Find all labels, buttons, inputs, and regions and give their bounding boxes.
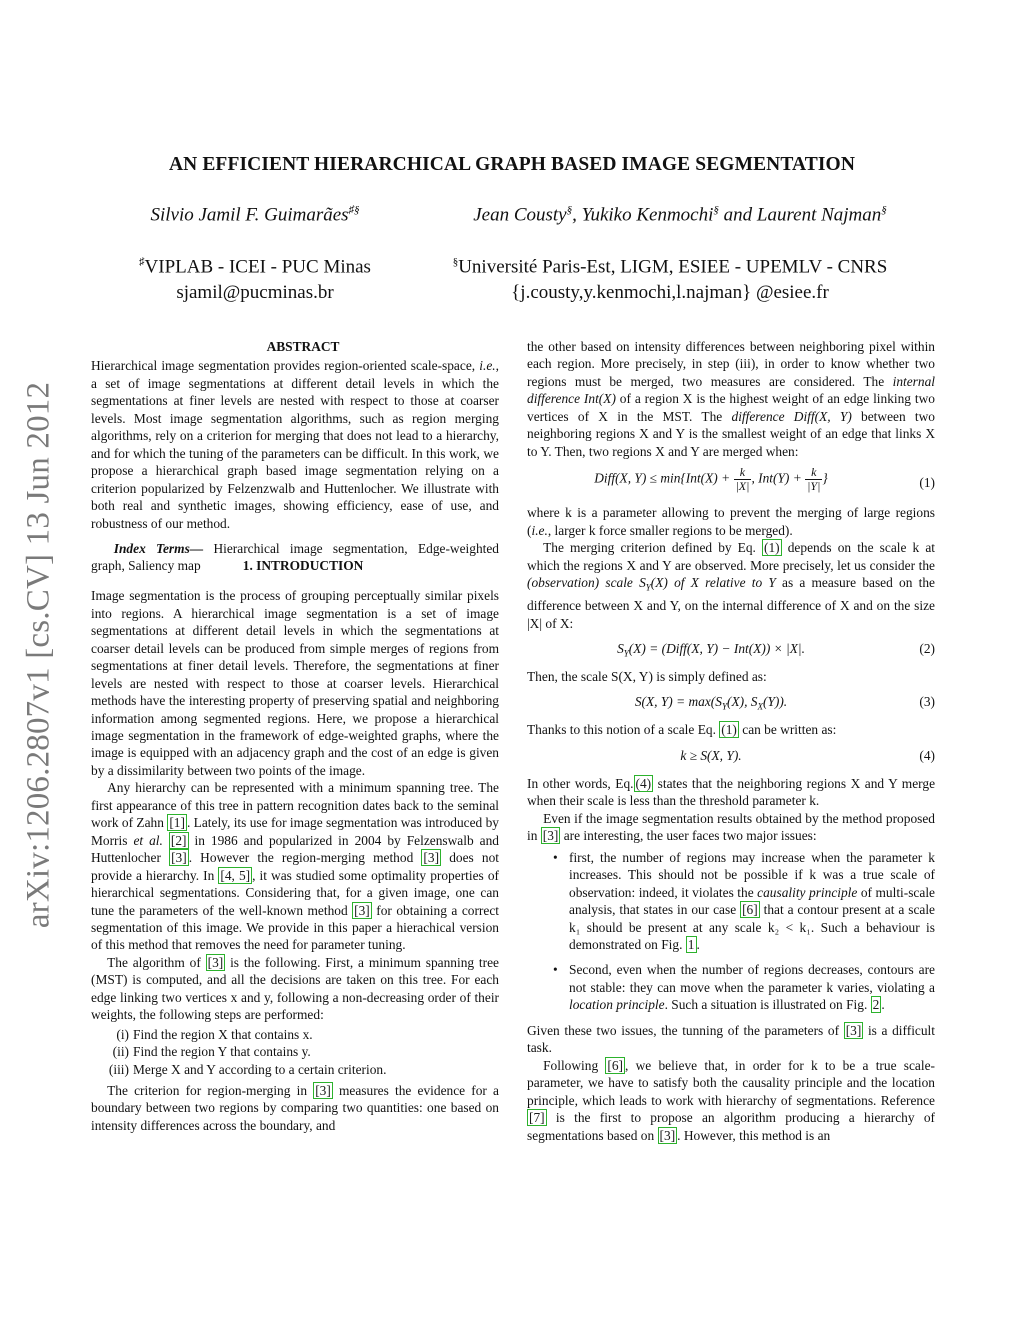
intro-heading: 1. INTRODUCTION [242,557,364,573]
right-p1: the other based on intensity differences between neighboring pixel within each region. More precisely, in step (iii), in order to know whether two regions must be merged, two measures are considered. The internal difference Int(X) of a region X is the highest weight of an edge linking two vertices of X in the MST. The difference Diff(X, Y) between two neighboring regions X and Y is the smallest weight of an edge that links X to Y. Then, two regions X and Y are merged when: [527,339,935,459]
email-right: {j.cousty,y.kenmochi,l.najman} @esiee.fr [511,282,829,304]
equation-2: $S_Y(X)$ = (Diff(X, Y) − Int(X)) × |X|. (2) [617,641,935,659]
intro-p1: Image segmentation is the process of grouping perceptually similar pixels into regions. A hierarchical image segmentation is a set of image segmentations at different detail levels in which the segmentations at coarser detail levels can be produced from simple merges of regions from segmentations at finer detail levels. Therefore, the segmentations at finer levels are nested with respect to those at coarser levels. Hierarchical methods have the interesting property of preserving spatial and neighboring information among segmented regions. Here, we propose a hierarchical image segmentation in the framework of edge-weighted graphs, where the image is equipped with an adjacency graph and the cost of an edge is given by a dissimilarity between two points of the image. [91,588,499,778]
ref-3[interactable]: [3] [354,902,370,918]
index-terms: Index Terms— Hierarchical image segmentation, Edge-weighted graph, Saliency map [91,540,499,574]
steps-list [91,1026,499,1078]
equation-4: k ≥ S(X, Y). (4) [680,747,935,763]
email-left: sjamil@pucminas.br [176,282,334,304]
ref-3[interactable]: [3] [207,954,224,970]
right-column [527,338,935,1144]
right-p4: Then, the scale S(X, Y) is simply defined as: [527,669,767,685]
intro-p4: The criterion for region-merging in [3] measures the evidence for a boundary between two regions by comparing two quantities: one based on intensity differences across the boundary, and [91,1083,500,1133]
issue-item: • first, the number of regions may increase when the parameter k increases. This should not be possible if k was a true scale of observation: indeed, it violates the causality principle of multi-scale analysis, that states in our case [6] that a contour present at a scale k₁ should be present at any scale k₂ < k₁. Such a behaviour is demonstrated on Fig. 1 . [527,849,935,954]
abstract-text: Hierarchical image segmentation provides region-oriented scale-space, i.e., a set of image segmentations at different detail levels in which the segmentations at finer levels are nested with respect to those at coarser levels. Most image segmentation algorithms, such as region merging algorithms, rely on a criterion for merging that does not lead to a hierarchy, and for which the tuning of the parameters can be difficult. In this work, we propose a hierarchical graph based image segmentation relying on a criterion popularized by Felzenzwalb and Huttenlocher. We illustrate with both real and synthetic images, showing efficiency, ease of use, and robustness of our method. [91,358,499,531]
left-column [91,338,499,1134]
abstract-heading: ABSTRACT [266,339,340,354]
right-p9: Following [6] , we believe that, in order for k to be a true scale-parameter, we have to satisfy both the causality principle and the location principle, which leads to work with hierarchy of segmentations. Reference [7] is the first to propose an algorithm producing a hierarchy of segmentations based on [3] . However, this method is an [527,1057,935,1143]
ref-eq4[interactable]: (4) [635,775,652,791]
paper-title: AN EFFICIENT HIERARCHICAL GRAPH BASED IMAGE SEGMENTATION [168,154,856,175]
ref-eq1[interactable]: (1) [721,722,737,738]
affiliation-right: §Université Paris-Est, LIGM, ESIEE - UPEMLV - CNRS {j.cousty,y.kenmochi,l.najman} @esiee.fr [420,249,920,306]
equation-number: (1) [919,475,935,491]
ref-6[interactable]: [6] [742,902,758,918]
step-item: (ii) Find the region Y that contains y. [112,1044,311,1060]
ref-eq1[interactable]: (1) [764,540,780,556]
ref-1[interactable]: [1] [169,815,185,831]
right-p5: Thanks to this notion of a scale Eq. (1) can be written as: [527,722,837,738]
equation-number: (4) [919,747,935,763]
equation-number: (2) [919,641,935,657]
equation-1: Diff(X, Y) ≤ min{Int(X) + $\frac{k}{|X|}$ , Int(Y) + $\frac{k}{|Y|}$ } (1) [594,465,935,494]
arxiv-stamp: arXiv:1206.2807v1 [cs.CV] 13 Jun 2012 [20,381,57,929]
ref-2[interactable]: [2] [170,832,187,848]
issue-item: • Second, even when the number of regions decreases, contours are not stable: they can move when the parameter k varies, violating a location principle. Such a situation is illustrated on Fig. 2 . [527,961,935,1013]
step-item: (iii) Merge X and Y according to a certain criterion. [108,1061,387,1077]
author-right: Jean Cousty§, Yukiko Kenmochi§ and Laurent Najman§ [473,204,887,226]
ref-3[interactable]: [3] [845,1022,862,1038]
right-p3: The merging criterion defined by Eq. (1) depends on the scale k at which the regions X and Y are observed. More precisely, let us consider the (observation) scale $S_Y(X)$ of X relative to Y as a measure based on the difference between X and Y, on the internal difference of X and on the size |X| of X: [527,540,935,631]
ref-3[interactable]: [3] [659,1127,676,1143]
ref-3[interactable]: [3] [315,1083,331,1099]
ref-6[interactable]: [6] [607,1057,624,1073]
ref-3[interactable]: [3] [542,828,559,844]
author-left: Silvio Jamil F. Guimarães♯§ [150,204,360,226]
ref-3[interactable]: [3] [171,850,187,866]
right-p8: Given these two issues, the tunning of the parameters of [3] is a difficult task. [527,1022,935,1056]
ref-3[interactable]: [3] [423,850,440,866]
ref-7[interactable]: [7] [529,1110,545,1126]
ref-fig1[interactable]: 1 [687,937,695,952]
step-item: (i) Find the region X that contains x. [116,1026,313,1042]
ref-4-5[interactable]: [4, 5] [220,867,251,883]
equation-number: (3) [919,694,935,710]
equation-3: S(X, $Y) = \max(S_Y(X)$, $S_X(Y)$). (3) [634,694,935,713]
intro-p2: Any hierarchy can be represented with a minimum spanning tree. The first appearance of this tree in pattern recognition dates back to the seminal work of Zahn [1] . Lately, its use for image segmentation was introduced by Morris et al. [2] in 1986 and popularized in 2004 by Felzenswalb and Huttenlocher [3] . However the region-merging method [3] does not provide a hierarchy. In [4, 5] , it was studied some optimality properties of hierarchical segmentations. Considering that, for a given image, one can tune the parameters of the well-known method [3] for obtaining a correct segmentation of this image. We provide in this paper a hierachical version of this method that removes the need for parameter tuning. [91,780,500,953]
intro-p3: The algorithm of [3] is the following. First, a minimum spanning tree (MST) is computed, and all the decisions are taken on this tree. For each edge linking two vertices x and y, following a non-decreasing order of their weights, the following steps are performed: [91,954,499,1023]
right-p6: In other words, Eq. (4) states that the neighboring regions X and Y merge when their scale is less than the threshold parameter k. [527,775,936,809]
issues-list [527,849,935,1014]
ref-fig2[interactable]: 2 [872,997,880,1013]
right-p7: Even if the image segmentation results obtained by the method proposed in [3] are interesting, the user faces two major issues: [527,810,935,844]
right-p2: where k is a parameter allowing to prevent the merging of large regions (i.e., larger k force smaller regions to be merged). [527,505,935,538]
affiliation-left: ♯VIPLAB - ICEI - PUC Minas sjamil@pucminas.br [90,249,420,306]
